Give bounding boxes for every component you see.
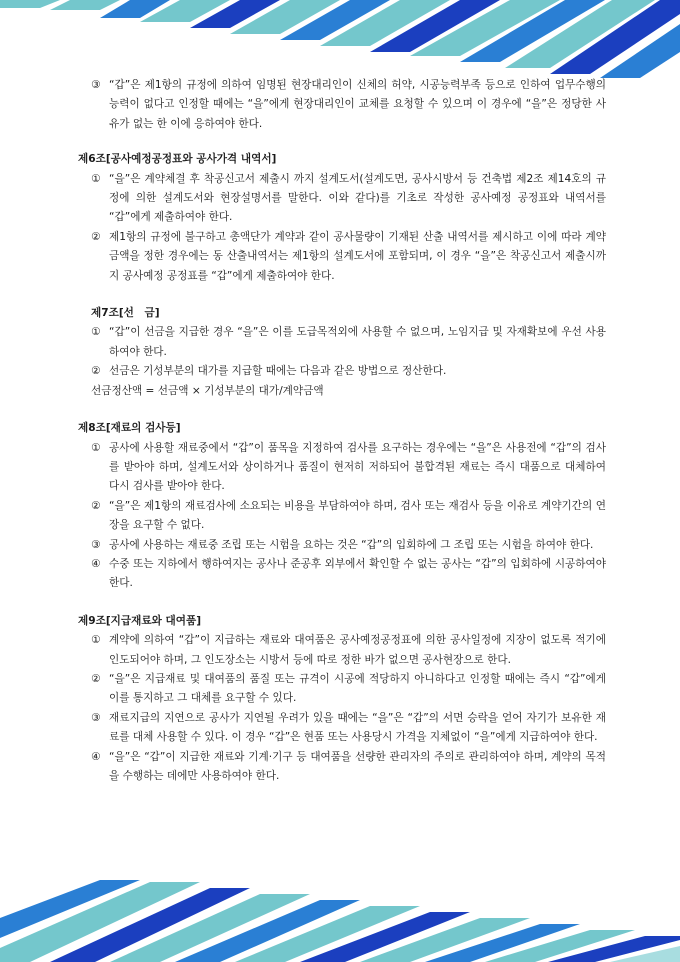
article9-item1 xyxy=(78,631,606,670)
article8-item1 xyxy=(78,439,606,497)
article7-item2 xyxy=(78,362,606,381)
top-stripes xyxy=(0,0,680,78)
item-number: ④ xyxy=(91,750,101,763)
article6-title: 제6조[공사예정공정표와 공사가격 내역서] xyxy=(78,153,277,166)
article8-title: 제8조[재료의 검사등] xyxy=(78,422,181,435)
article9-title: 제9조[지급재료와 대여품] xyxy=(78,614,202,627)
item-text: 공사에 사용할 재료중에서 “갑”이 품목을 지정하여 검사를 요구하는 경우에는 “을”은 사용전에 “갑”의 검사를 받아야 하며, 설계도서와 상이하거나 품질이 현저히 저하되어 불합격된 재료는 즉시 대품으로 대체하여 다시 검사를 받아야 한다. xyxy=(109,441,606,493)
item-number: ② xyxy=(91,230,101,243)
item-number: ② xyxy=(91,365,101,378)
article6-item1 xyxy=(78,170,606,228)
item-text: 공사에 사용하는 재료중 조립 또는 시험을 요하는 것은 “갑”의 입회하에 그 조립 또는 시험을 하여야 한다. xyxy=(109,538,594,551)
item-number: ④ xyxy=(91,557,101,570)
article9-item3 xyxy=(78,709,606,748)
item-number: ① xyxy=(91,172,101,185)
bottom-stripe-decoration xyxy=(0,868,680,962)
item-number: ③ xyxy=(91,711,101,724)
item-number: ① xyxy=(91,326,101,339)
item-text: “을”은 지급재료 및 대여품의 품질 또는 규격이 시공에 적당하지 아니하다고 인정할 때에는 즉시 “갑”에게 이를 통지하고 그 대체를 요구할 수 있다. xyxy=(109,672,606,705)
item-text: “갑”은 제1항의 규정에 의하여 임명된 현장대리인이 신체의 허약, 시공능력부족 등으로 인하여 업무수행의 능력이 없다고 인정할 때에는 “을”에게 현장대리인이 교체를 요청할 수 있으며 이 경우에 “을”은 정당한 사유가 없는 한 이에 응하여야 한다. xyxy=(109,79,606,130)
article9-item2 xyxy=(78,670,606,709)
item-text: 계약에 의하여 “갑”이 지급하는 재료와 대여품은 공사예정공정표에 의한 공사일정에 지장이 없도록 적기에 인도되어야 하며, 그 인도장소는 시방서 등에 따로 정한 바가 없으면 공사현장으로 한다. xyxy=(109,634,606,666)
item-number: ① xyxy=(91,634,101,647)
article6-item2 xyxy=(78,228,606,286)
article9-item4 xyxy=(78,748,606,787)
item-text: “을”은 제1항의 재료검사에 소요되는 비용을 부담하여야 하며, 검사 또는 재검사 등을 이유로 계약기간의 연장을 요구할 수 없다. xyxy=(109,499,606,532)
item-text: 재료지급의 지연으로 공사가 지연될 우려가 있을 때에는 “을”은 “갑”의 서면 승락을 얻어 자기가 보유한 재료를 대체 사용할 수 있다. 이 경우 “갑”은 현품 또는 사용당시 가격을 지체없이 “을”에게 지급하여야 한다. xyxy=(109,711,606,744)
item-number: ① xyxy=(91,441,101,454)
item-number: ② xyxy=(91,499,101,512)
item-text: 수중 또는 지하에서 행하여지는 공사나 준공후 외부에서 확인할 수 없는 공사는 “갑”의 입회하에 시공하여야 한다. xyxy=(109,557,606,590)
item-text: “갑”이 선금을 지급한 경우 “을”은 이를 도급목적외에 사용할 수 없으며, 노임지급 및 자재확보에 우선 사용하여야 한다. xyxy=(109,326,606,358)
item-text: “을”은 “갑”이 지급한 재료와 기계·기구 등 대여품을 선량한 관리자의 주의로 관리하여야 하며, 계약의 목적을 수행하는 데에만 사용하여야 한다. xyxy=(109,750,606,782)
article8-item4 xyxy=(78,555,606,594)
document-body xyxy=(78,76,606,786)
item-number: ③ xyxy=(91,79,101,91)
article5-item3 xyxy=(78,76,606,134)
item-number: ② xyxy=(91,672,101,685)
item-text: “을”은 계약체결 후 착공신고서 제출시 까지 설계도서(설계도면, 공사시방서 등 건축법 제2조 제14호의 규정에 의한 설계도서와 현장설명서를 말한다. 이와 같다)를 기초로 작성한 공사예정 공정표와 내역서를 “갑”에게 제출하여야 한다. xyxy=(109,172,606,224)
article8-item3 xyxy=(78,536,606,555)
article7-title: 제7조[선 금] xyxy=(91,307,160,320)
top-stripe-decoration xyxy=(0,0,680,80)
bottom-stripes xyxy=(0,880,680,962)
article7-item1 xyxy=(78,323,606,362)
item-text: 선금은 기성부분의 대가를 지급할 때에는 다음과 같은 방법으로 정산한다. xyxy=(109,365,447,378)
item-number: ③ xyxy=(91,538,101,551)
article8-item2 xyxy=(78,497,606,536)
advance-settlement-formula: 선금정산액 = 선금액 × 기성부분의 대가/계약금액 xyxy=(91,384,324,397)
item-text: 제1항의 규정에 불구하고 총액단가 계약과 같이 공사물량이 기재된 산출 내역서를 제시하고 이에 따라 계약금액을 정한 경우에는 동 산출내역서는 제1항의 설계도서에 포함되며, 이 경우 “을”은 착공신고서 제출시까지 공사예정 공정표를 “갑”에게 제출하여야 한다. xyxy=(109,230,606,282)
